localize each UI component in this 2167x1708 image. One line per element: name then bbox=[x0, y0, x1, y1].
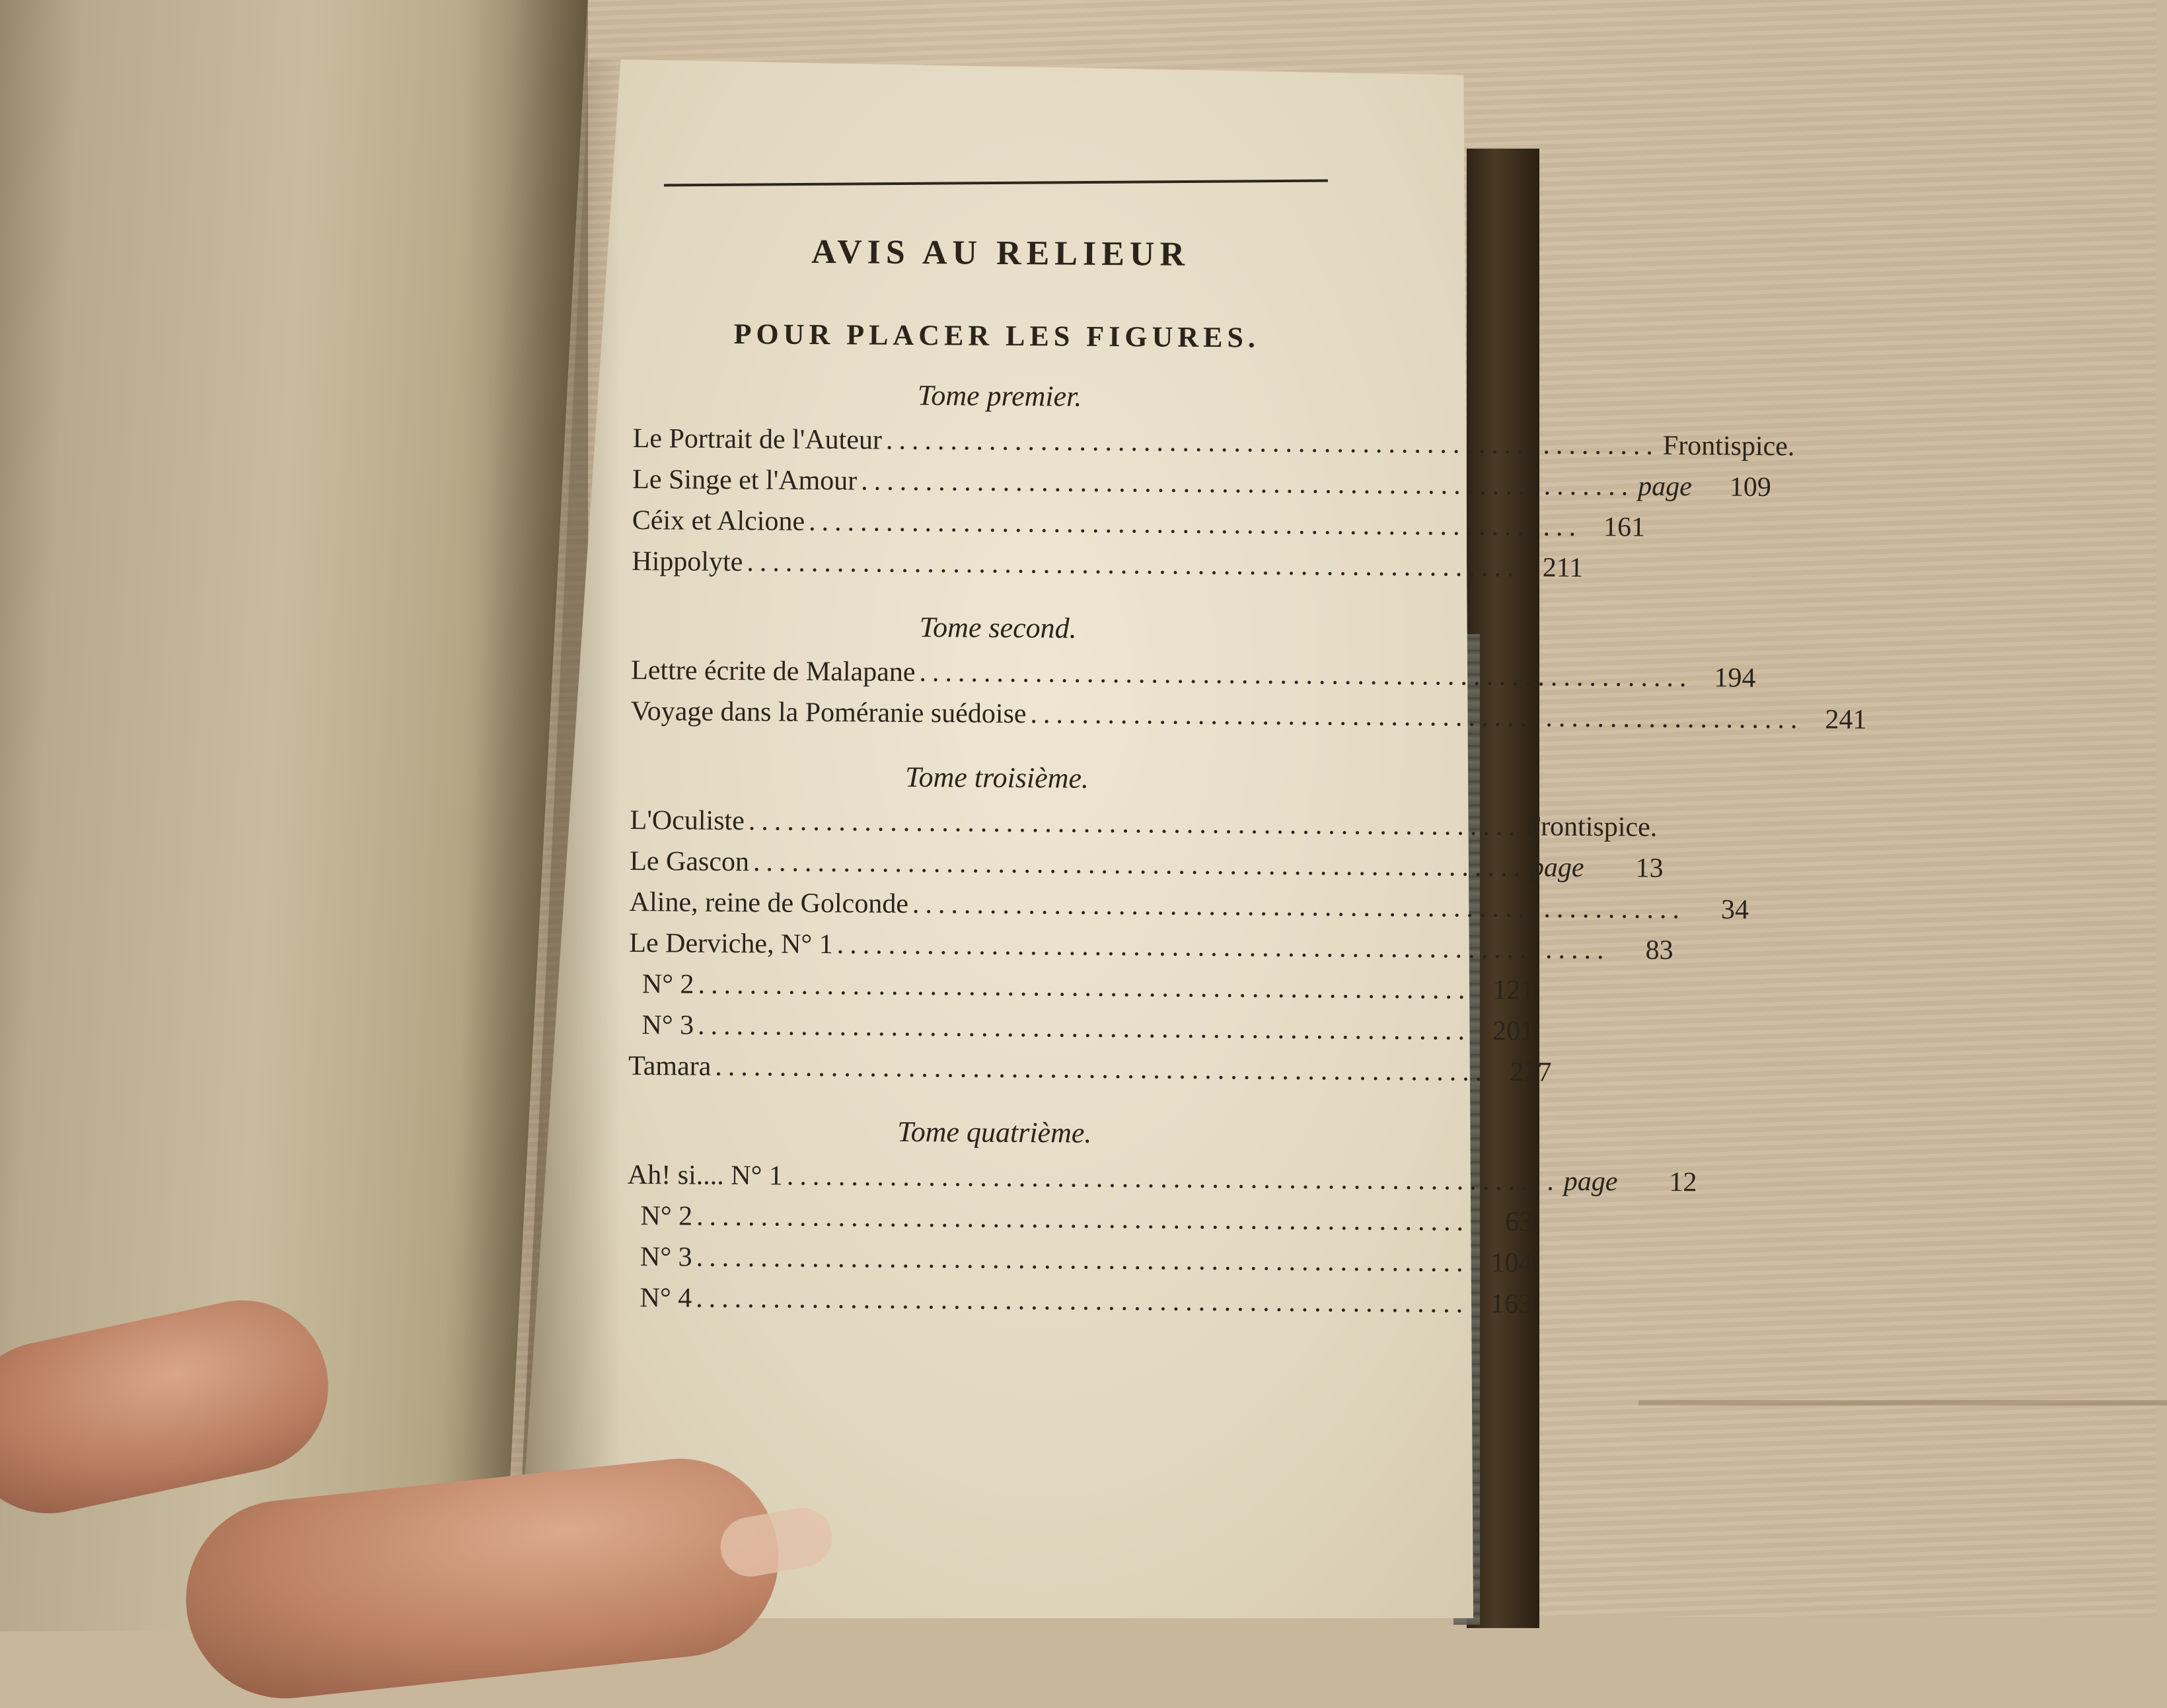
list-item bbox=[629, 923, 1336, 968]
volume-heading: Tome second. bbox=[658, 608, 1339, 647]
volume-heading: Tome premier. bbox=[659, 376, 1340, 415]
leader-dots: ............................................................ bbox=[747, 542, 1520, 588]
leader-dots: ............................................................ bbox=[749, 801, 1522, 847]
leader-dots: ............................................................ bbox=[753, 841, 1526, 888]
list-item bbox=[628, 1046, 1335, 1091]
page-content bbox=[626, 218, 1341, 1323]
entry-list bbox=[632, 418, 1340, 587]
page-reference: Frontispice. bbox=[1663, 425, 1795, 467]
list-item bbox=[628, 1005, 1335, 1050]
entry-label: N° 4 bbox=[640, 1277, 692, 1319]
leader-dots: ............................................................ bbox=[861, 460, 1634, 507]
entry-list bbox=[628, 800, 1337, 1091]
entry-label: N° 3 bbox=[642, 1005, 694, 1046]
entry-list bbox=[631, 650, 1339, 736]
list-item bbox=[632, 541, 1339, 587]
volume-heading: Tome quatrième. bbox=[654, 1113, 1335, 1151]
page-reference: 201 bbox=[1475, 1011, 1534, 1052]
page-subtitle: POUR PLACER LES FIGURES. bbox=[653, 316, 1341, 355]
leader-dots: ............................................................ bbox=[696, 1278, 1469, 1324]
leader-dots: ............................................................ bbox=[1030, 694, 1803, 740]
list-item bbox=[631, 650, 1338, 695]
list-item bbox=[632, 459, 1339, 505]
list-item bbox=[632, 500, 1339, 546]
list-item bbox=[627, 1195, 1334, 1241]
leader-dots: ............................................................ bbox=[715, 1046, 1488, 1092]
entry-label: Le Derviche, N° 1 bbox=[629, 923, 833, 965]
entry-label: N° 3 bbox=[640, 1236, 692, 1278]
page-prefix: page bbox=[1638, 466, 1692, 508]
leader-dots: ............................................................ bbox=[696, 1196, 1469, 1242]
list-item bbox=[630, 882, 1337, 927]
list-item bbox=[629, 964, 1336, 1009]
volume-heading: Tome troisième. bbox=[657, 758, 1337, 797]
leader-dots: ............................................................ bbox=[698, 964, 1471, 1011]
list-item bbox=[631, 691, 1338, 736]
entry-label: N° 2 bbox=[640, 1195, 692, 1237]
entry-list bbox=[626, 1155, 1335, 1323]
table-surface-seam bbox=[1638, 1400, 2167, 1406]
page-reference: 227 bbox=[1492, 1051, 1551, 1093]
entry-label: Le Portrait de l'Auteur bbox=[632, 418, 882, 461]
page-reference: Frontispice. bbox=[1525, 806, 1658, 847]
leader-dots: ............................................................ bbox=[836, 924, 1609, 970]
entry-label: Tamara bbox=[628, 1046, 712, 1087]
list-item bbox=[630, 841, 1337, 886]
volume-list bbox=[626, 376, 1340, 1323]
entry-label: Hippolyte bbox=[632, 541, 743, 583]
entry-label: Le Singe et l'Amour bbox=[632, 459, 857, 501]
page-prefix: page bbox=[1530, 847, 1584, 888]
page-title: AVIS AU RELIEUR bbox=[660, 231, 1341, 275]
page-reference: 211 bbox=[1524, 547, 1583, 588]
entry-label: Ah! si.... N° 1 bbox=[628, 1155, 783, 1197]
leader-dots: ............................................................ bbox=[886, 420, 1659, 466]
page-reference: 63 bbox=[1473, 1201, 1533, 1243]
list-item bbox=[630, 800, 1337, 845]
page-reference: 34 bbox=[1689, 889, 1749, 931]
list-item bbox=[626, 1277, 1333, 1323]
leader-dots: ............................................................ bbox=[912, 884, 1685, 930]
page-reference: 163 bbox=[1473, 1283, 1532, 1325]
page-prefix: page bbox=[1564, 1161, 1618, 1203]
list-item bbox=[628, 1155, 1335, 1200]
list-item bbox=[627, 1236, 1334, 1282]
leader-dots: ............................................................ bbox=[696, 1237, 1469, 1283]
page-reference: 12 bbox=[1637, 1162, 1697, 1203]
entry-label: Aline, reine de Golconde bbox=[630, 882, 909, 925]
page-reference: 161 bbox=[1586, 507, 1645, 548]
entry-label: Le Gascon bbox=[630, 841, 749, 882]
entry-label: Lettre écrite de Malapane bbox=[631, 650, 916, 693]
entry-label: N° 2 bbox=[642, 964, 694, 1005]
leader-dots: ............................................................ bbox=[787, 1156, 1560, 1202]
page-reference: 109 bbox=[1712, 466, 1771, 508]
list-item bbox=[632, 418, 1339, 464]
page-reference: 104 bbox=[1473, 1242, 1532, 1284]
leader-dots: ............................................................ bbox=[919, 652, 1692, 698]
page-reference: 241 bbox=[1807, 699, 1866, 740]
page-reference: 121 bbox=[1475, 970, 1534, 1011]
page-reference: 194 bbox=[1696, 657, 1755, 699]
page-reference: 83 bbox=[1613, 929, 1673, 971]
leader-dots: ............................................................ bbox=[698, 1005, 1471, 1051]
entry-label: L'Oculiste bbox=[630, 800, 745, 841]
entry-label: Céix et Alcione bbox=[632, 500, 805, 542]
leader-dots: ............................................................ bbox=[809, 501, 1582, 548]
entry-label: Voyage dans la Poméranie suédoise bbox=[631, 691, 1027, 734]
page-reference: 13 bbox=[1603, 847, 1663, 889]
